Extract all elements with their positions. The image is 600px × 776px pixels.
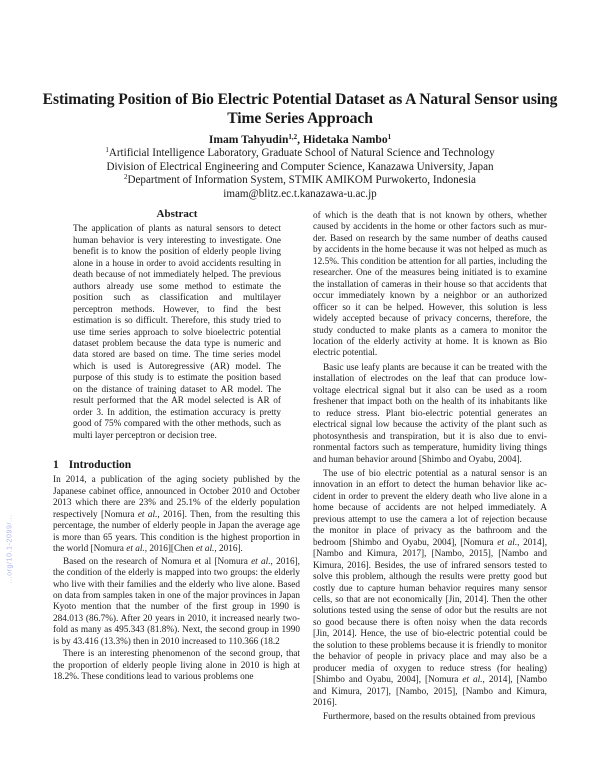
author-name: Imam Tahyudin xyxy=(208,133,289,146)
text-run: Basic use leafy plants are because it can be treated with the installation of electrodes on the leaf that can produce low-voltage electrical signal but it also can be used as a room freshener that impact both on the health of its inhabitants like to reduce stress. Plant bio-electric potential generates an electrical signal low because the activity of the plant such as photosynthesis and transpiration, but it is also due to environmental factors such as temperature, humidity living things and human behavior around [Shimbo and Oyabu, 2004]. xyxy=(313,362,547,465)
title-line-2: Time Series Approach xyxy=(227,110,373,127)
paragraph xyxy=(53,475,300,555)
text-run: In 2014, a publication of the aging society published by the Japanese cabinet office, announced in October 2010 and October 2013 which there are 23% and 25.1% of the elderly population respectively [Nomura xyxy=(53,475,300,520)
text-run: Furthermore, based on the results obtained from previous xyxy=(323,712,536,723)
affiliation-text: Department of Information System, STMIK AMIKOM Purwokerto, Indonesia xyxy=(127,174,476,187)
text-run: There is an interesting phenomenon of the second group, that the proportion of elderly people living alone in 2010 is high at 18.2%. These conditions lead to various problems one xyxy=(53,649,300,683)
section-number: 1 xyxy=(53,459,59,471)
text-run: , 2016]. xyxy=(214,544,243,555)
affiliation-text: Artificial Intelligence Laboratory, Graduate School of Natural Science and Technology xyxy=(108,147,495,159)
paragraph xyxy=(53,557,300,649)
citation-etal: et al. xyxy=(251,556,271,567)
affil-sup: 1 xyxy=(105,146,109,154)
section-title: Introduction xyxy=(68,459,132,471)
author-affil-sup: 1 xyxy=(387,133,392,141)
introduction-section xyxy=(53,460,300,684)
text-run: , 2016], the condition of the elderly is mapped into two groups: the elderly who live with their families and the elderly who live alone. Based on data from samples taken in one of the major provinces in Japan Kyoto mention that the number of the first group in 1990 is 284.013 (86.7%). After 20 years in 2010, it increased nearly two-fold as many as 495.343 (81.8%). Next, the second group in 1990 is by 43.416 (13.3%) then in 2010 increased to 110.366 (18.2 xyxy=(53,556,300,647)
text-run: , 2014], [Nambo and Kimura, 2017], [Nambo, 2015], [Nambo and Kimura, 2016]. Besides, the use of infrared sensors tested to solve this problem, although the results were pretty good but costly due to capture human behavior requires many sensor cells, so that are not economically [Jin, 2014]. Then the other solutions tested using the sense of odor but the results are not so good because there is often noisy when the data records [Jin, 2014]. Hence, the use of bio-electric potential could be the solution to these problems because it is friendly to monitor the behavior of people in privacy place and may also be a producer media of oxygen to reduce stress (for healing) [Shimbo and Oyabu, 2004], [Nomura xyxy=(313,537,548,686)
title-line-1: Estimating Position of Bio Electric Potential Dataset as A Natural Sensor using xyxy=(42,91,558,108)
citation-etal: et al. xyxy=(126,544,145,555)
text-run: , 2016]. Then, from the resulting this percentage, the number of elderly people in Japan the average age is more than 65 years. This condition is the highest proportion in the world [Nomura xyxy=(53,509,300,555)
abstract-section xyxy=(73,209,281,442)
abstract-heading: Abstract xyxy=(156,208,198,220)
right-column-body xyxy=(313,211,547,724)
affiliation-line xyxy=(40,174,560,188)
introduction-body xyxy=(53,475,300,683)
text-run: , 2014], [Nambo and Kimura, 2017], [Nambo, 2015], [Nambo and Kimura, 2016]. xyxy=(313,675,547,709)
affiliations xyxy=(40,147,560,201)
citation-etal: et al. xyxy=(462,675,483,686)
right-column xyxy=(313,211,547,724)
author-affil-sup: 1,2 xyxy=(288,133,298,141)
text-run: Based on the research of Nomura et al [Nomura xyxy=(63,556,252,567)
section-heading xyxy=(53,460,300,471)
citation-etal: et al. xyxy=(195,544,215,555)
affiliation-line xyxy=(40,147,560,161)
text-run: , 2016][Chen xyxy=(144,544,196,555)
paragraph xyxy=(53,649,300,683)
text-run: of which is the death that is not known by others, whether caused by accidents in the home or other factors such as murder. Based on research by the same number of deaths caused by accidents in the home because it was not helped as much as 12.5%. This condition be attention for all parties, including the researcher. One of the measures being initiated is to examine the installation of cameras in their house so that accidents that occur immediately known by a neighbor or an authorized officer so it can be helped. However, this solution is less widely accepted because of privacy concerns, therefore, the study conducted to make plants as a camera to monitor the location of the elderly activity at home. It is known as Bio electric potential. xyxy=(313,211,547,359)
margin-stamp: ...org/10.1-2099/... xyxy=(6,514,14,584)
abstract-body: The application of plants as natural sensors to detect human behavior is very interesting to investigate. One benefit is to know the position of elderly people living alone in a house in order to avoid accidents resulting in death because of not immediately helped. The previous authors already use some method to estimate the position such as classification and multilayer perceptron methods. However, to find the best estimation is so difficult. Therefore, this study tried to use time series approach to solve bioelectric potential dataset problem because the data type is numeric and data stored are based on time. The time series model which is used is Autoregressive (AR) model. The purpose of this study is to estimate the position based on the distance of training dataset to AR model. The result performed that the AR model selected is AR of order 3. In addition, the estimation accuracy is pretty good of 75% compared with the other methods, such as multi layer perceptron or decision tree. xyxy=(73,224,281,441)
paragraph xyxy=(313,211,547,360)
affil-sup: 2 xyxy=(124,173,128,182)
citation-etal: et al. xyxy=(137,509,158,520)
affiliation-line: Division of Electrical Engineering and Computer Science, Kanazawa University, Japan xyxy=(106,160,494,173)
paper-title xyxy=(40,90,560,128)
citation-etal: et al. xyxy=(497,537,518,548)
author-name: Hidetaka Nambo xyxy=(302,133,388,146)
paragraph xyxy=(313,712,547,723)
author-email: imam@blitz.ec.t.kanazawa-u.ac.jp xyxy=(223,187,377,200)
author-separator: , xyxy=(297,133,303,146)
text-run: The use of bio electric potential as a natural sensor is an innovation in an effort to detect the human behavior like accident in order to prevent the eldery death who live alone in a home because of accidents are not helped immediately. A previous attempt to use the camera a lot of rejection because the monitor in place of privacy as the bathroom and the bedroom [Shimbo and Oyabu, 2004], [Nomura xyxy=(313,468,547,548)
paragraph xyxy=(313,363,547,466)
authors xyxy=(40,133,560,147)
paragraph xyxy=(313,469,547,710)
